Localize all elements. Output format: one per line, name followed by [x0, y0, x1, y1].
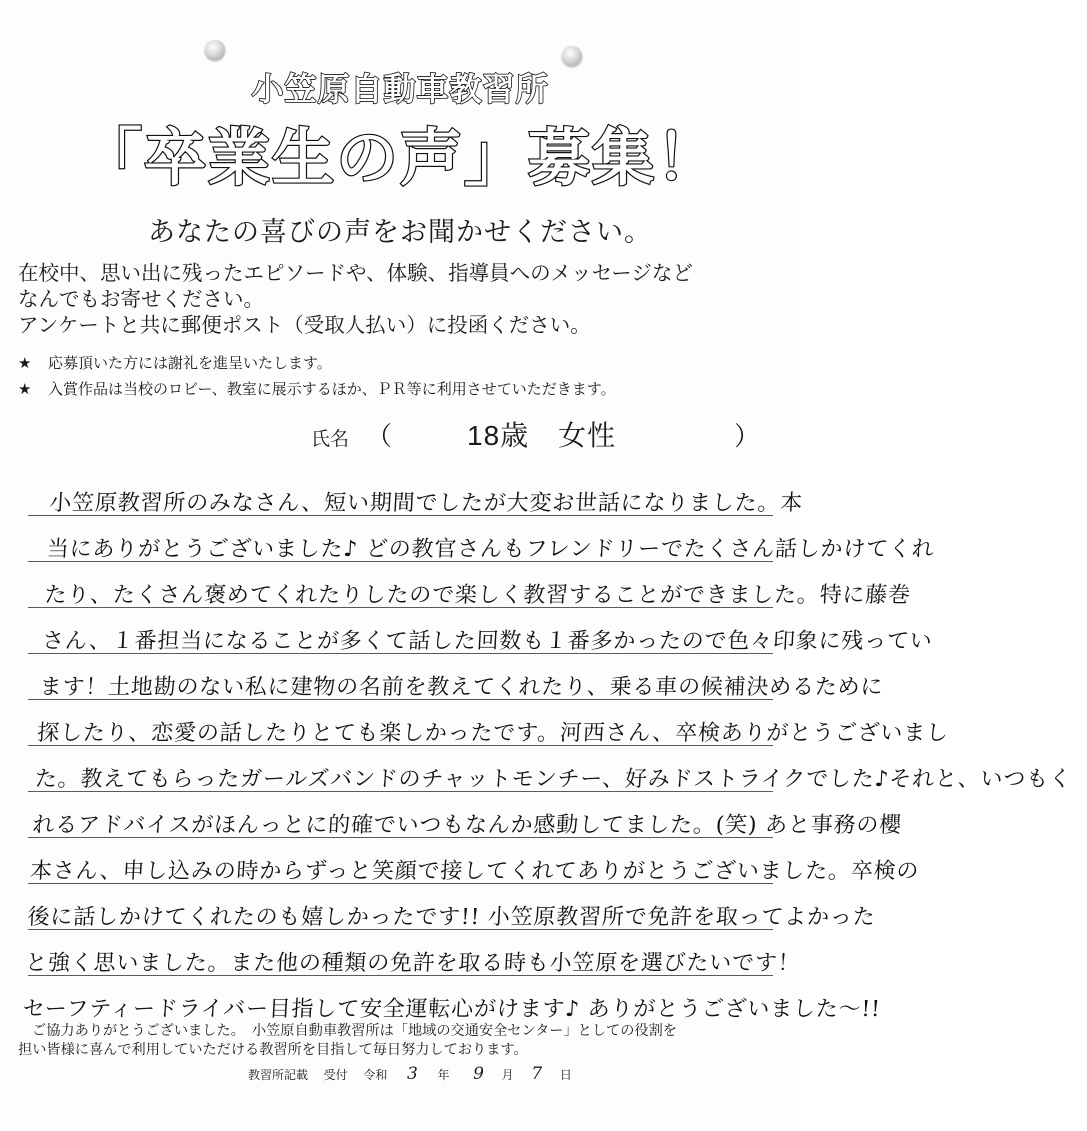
note-text: 入賞作品は当校のロビー、教室に展示するほか、ＰＲ等に利用させていただきます。: [48, 380, 616, 398]
receipt-year: 3: [407, 1064, 418, 1084]
footer-line: ご協力ありがとうございました。 小笠原自動車教習所は「地域の交通安全センター」としての役割を: [32, 1023, 677, 1039]
footer-line: 担い皆様に喜んで利用していただける教習所を目指して毎日努力しております。: [18, 1042, 528, 1058]
receipt-office-label: 教習所記載: [248, 1068, 309, 1082]
receipt-day: 7: [531, 1064, 543, 1084]
message-line: 後に話しかけてくれたのも嬉しかったです!! 小笠原教習所で免許を取ってよかった: [26, 905, 877, 930]
message-line: 探したり、恋愛の話したりとても楽しかったです。河西さん、卒検ありがとうございまし: [36, 721, 950, 746]
receipt-received-label: 受付: [323, 1068, 348, 1082]
notes-list: [18, 350, 788, 402]
note-text: 応募頂いた方には謝礼を進呈いたします。: [48, 354, 332, 372]
star-icon: ★: [18, 380, 32, 398]
receipt-month-unit: 月: [501, 1068, 514, 1082]
name-field: [0, 414, 800, 452]
handwritten-message: [22, 481, 1073, 1033]
receipt-era: 令和: [363, 1068, 388, 1082]
name-paren-open: （: [366, 422, 393, 452]
subheadline: あなたの喜びの声をお聞かせください。: [148, 217, 652, 248]
message-line: 本さん、申し込みの時からずっと笑顔で接してくれてありがとうございました。卒検の: [29, 859, 920, 884]
intro-line: アンケートと共に郵便ポスト（受取人払い）に投函ください。: [18, 313, 591, 337]
pushpin-icon: [205, 40, 225, 60]
headline: 「卒業生の声」募集！: [79, 121, 720, 194]
name-value: 18歳 女性: [467, 420, 617, 451]
name-paren-close: ）: [734, 422, 761, 452]
footer-text: [18, 1022, 788, 1060]
message-line: たり、たくさん褒めてくれたりしたので楽しく教習することができました。特に藤巻: [43, 583, 912, 608]
pushpin-icon: [562, 46, 582, 66]
name-label: 氏名: [311, 428, 350, 450]
intro-text: [18, 260, 788, 338]
message-line: セーフティードライバー目指して安全運転心がけます♪ ありがとうございました〜!!: [22, 997, 882, 1022]
intro-line: 在校中、思い出に残ったエピソードや、体験、指導員へのメッセージなど: [18, 261, 693, 285]
star-icon: ★: [18, 354, 32, 372]
message-line: た。教えてもらったガールズバンドのチャットモンチー、好みドストライクでした♪それと、いつもく: [34, 767, 1073, 792]
note-item: [18, 376, 788, 402]
note-item: [18, 350, 788, 376]
message-line: さん、１番担当になることが多くて話した回数も１番多かったので色々印象に残ってい: [41, 629, 934, 654]
message-line: 当にありがとうございました♪ どの教官さんもフレンドリーでたくさん話しかけてくれ: [46, 537, 936, 562]
message-line: れるアドバイスがほんっとに的確でいつもなんか感動してました。(笑) あと事務の櫻: [31, 813, 903, 838]
receipt-month: 9: [473, 1064, 484, 1084]
receipt-day-unit: 日: [559, 1068, 572, 1082]
school-name: 小笠原自動車教習所: [251, 70, 549, 108]
message-line: ます！土地勘のない私に建物の名前を教えてくれたり、乗る車の候補決めるために: [38, 675, 884, 700]
intro-line: なんでもお寄せください。: [18, 287, 264, 311]
receipt-stamp: [248, 1064, 572, 1084]
message-line: と強く思いました。また他の種類の免許を取る時も小笠原を選びたいです！: [24, 951, 802, 976]
receipt-year-unit: 年: [437, 1068, 450, 1082]
message-line: 小笠原教習所のみなさん、短い期間でしたが大変お世話になりました。本: [48, 491, 804, 516]
